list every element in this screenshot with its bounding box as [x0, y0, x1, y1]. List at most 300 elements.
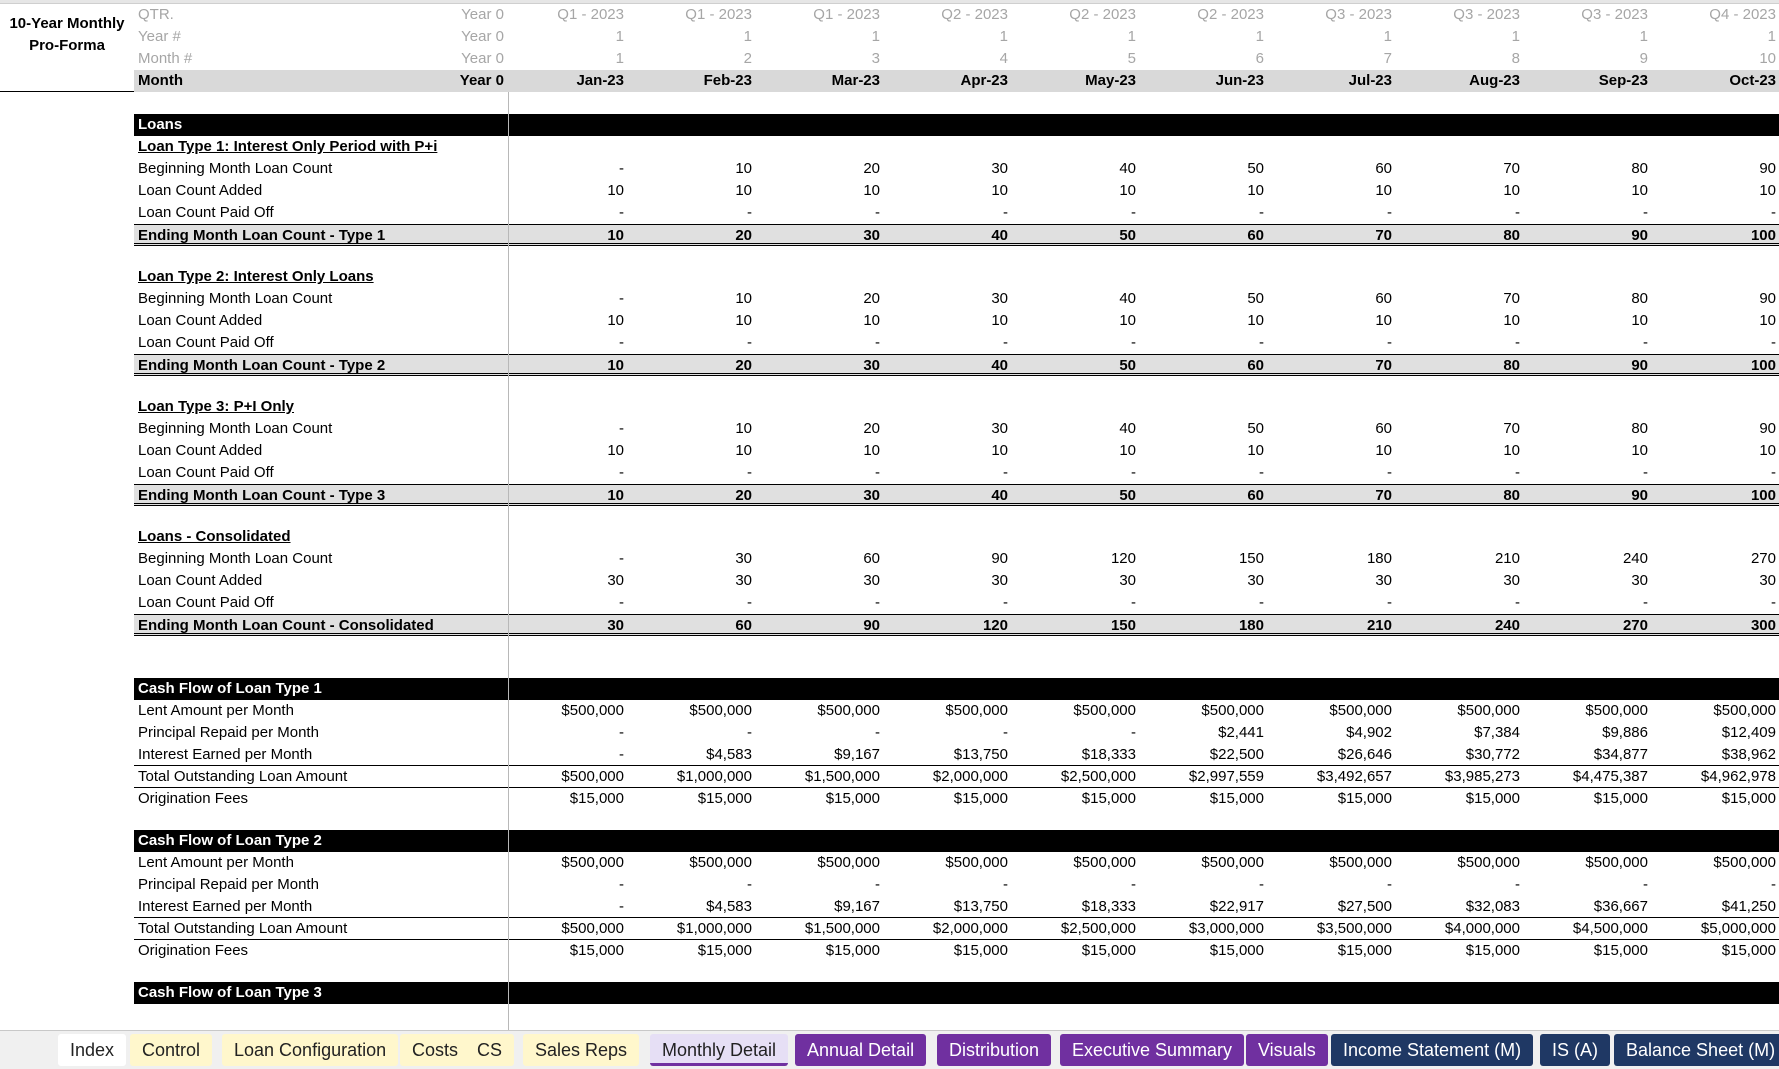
month-number-row-value[interactable]: 7: [1383, 50, 1392, 67]
value-cell[interactable]: $5,000,000: [1700, 920, 1776, 937]
row-label[interactable]: Loan Count Added: [138, 182, 263, 199]
value-cell[interactable]: -: [1771, 876, 1776, 893]
value-cell[interactable]: -: [619, 334, 624, 351]
value-cell[interactable]: $2,500,000: [1060, 920, 1136, 937]
value-cell[interactable]: 70: [1503, 420, 1520, 437]
row-label[interactable]: Ending Month Loan Count - Consolidated: [138, 617, 434, 634]
month-header-row-value[interactable]: Jan-23: [576, 72, 624, 89]
value-cell[interactable]: $500,000: [689, 702, 752, 719]
value-cell[interactable]: $15,000: [1465, 790, 1520, 807]
value-cell[interactable]: 10: [1503, 312, 1520, 329]
value-cell[interactable]: 100: [1750, 227, 1776, 244]
value-cell[interactable]: $15,000: [1593, 942, 1648, 959]
value-cell[interactable]: 30: [991, 420, 1008, 437]
value-cell[interactable]: -: [875, 464, 880, 481]
value-cell[interactable]: 70: [1375, 357, 1392, 374]
value-cell[interactable]: $38,962: [1721, 746, 1776, 763]
value-cell[interactable]: $500,000: [561, 768, 624, 785]
year0-cell[interactable]: Year 0: [461, 50, 504, 67]
value-cell[interactable]: $500,000: [945, 702, 1008, 719]
value-cell[interactable]: 10: [1375, 312, 1392, 329]
value-cell[interactable]: 50: [1247, 420, 1264, 437]
value-cell[interactable]: $500,000: [817, 854, 880, 871]
value-cell[interactable]: -: [619, 464, 624, 481]
value-cell[interactable]: -: [619, 420, 624, 437]
month-number-row-value[interactable]: 3: [871, 50, 880, 67]
value-cell[interactable]: $32,083: [1465, 898, 1520, 915]
value-cell[interactable]: 20: [735, 357, 752, 374]
value-cell[interactable]: -: [619, 290, 624, 307]
value-cell[interactable]: $2,000,000: [932, 768, 1008, 785]
value-cell[interactable]: $36,667: [1593, 898, 1648, 915]
value-cell[interactable]: 30: [1759, 572, 1776, 589]
value-cell[interactable]: -: [747, 334, 752, 351]
value-cell[interactable]: $15,000: [1465, 942, 1520, 959]
sheet-tab-annual-detail[interactable]: Annual Detail: [795, 1034, 926, 1066]
value-cell[interactable]: -: [619, 724, 624, 741]
year-number-row-value[interactable]: 1: [1767, 28, 1776, 45]
value-cell[interactable]: $500,000: [1457, 854, 1520, 871]
sheet-tab-visuals[interactable]: Visuals: [1246, 1034, 1328, 1066]
row-label[interactable]: Loan Count Added: [138, 572, 263, 589]
value-cell[interactable]: 10: [735, 160, 752, 177]
value-cell[interactable]: 90: [1631, 227, 1648, 244]
value-cell[interactable]: -: [1131, 876, 1136, 893]
value-cell[interactable]: 20: [863, 290, 880, 307]
value-cell[interactable]: $3,000,000: [1188, 920, 1264, 937]
quarter-row-value[interactable]: Q2 - 2023: [1069, 6, 1136, 23]
value-cell[interactable]: 10: [735, 442, 752, 459]
year-number-row-value[interactable]: 1: [1383, 28, 1392, 45]
value-cell[interactable]: 10: [1631, 442, 1648, 459]
sheet-tab-cs[interactable]: CS: [465, 1034, 514, 1066]
value-cell[interactable]: $15,000: [953, 790, 1008, 807]
value-cell[interactable]: 70: [1503, 290, 1520, 307]
value-cell[interactable]: 40: [1119, 290, 1136, 307]
value-cell[interactable]: $22,917: [1209, 898, 1264, 915]
value-cell[interactable]: -: [1003, 464, 1008, 481]
month-number-row-value[interactable]: 8: [1511, 50, 1520, 67]
value-cell[interactable]: $15,000: [697, 942, 752, 959]
row-label[interactable]: Interest Earned per Month: [138, 746, 313, 763]
value-cell[interactable]: -: [619, 550, 624, 567]
year-number-row-label[interactable]: Year #: [138, 28, 181, 45]
value-cell[interactable]: 10: [735, 420, 752, 437]
value-cell[interactable]: 30: [735, 572, 752, 589]
row-label[interactable]: Loan Count Paid Off: [138, 464, 274, 481]
value-cell[interactable]: -: [1643, 594, 1648, 611]
value-cell[interactable]: 10: [1119, 442, 1136, 459]
value-cell[interactable]: 60: [735, 617, 752, 634]
month-header-row-value[interactable]: Oct-23: [1729, 72, 1776, 89]
value-cell[interactable]: 270: [1622, 617, 1648, 634]
row-label[interactable]: Loan Count Paid Off: [138, 594, 274, 611]
value-cell[interactable]: $15,000: [1209, 942, 1264, 959]
value-cell[interactable]: -: [1259, 334, 1264, 351]
value-cell[interactable]: 90: [991, 550, 1008, 567]
value-cell[interactable]: $500,000: [1585, 702, 1648, 719]
value-cell[interactable]: $500,000: [561, 854, 624, 871]
value-cell[interactable]: 150: [1238, 550, 1264, 567]
value-cell[interactable]: $15,000: [825, 942, 880, 959]
value-cell[interactable]: $500,000: [689, 854, 752, 871]
value-cell[interactable]: -: [1771, 464, 1776, 481]
value-cell[interactable]: -: [747, 204, 752, 221]
value-cell[interactable]: $500,000: [561, 920, 624, 937]
value-cell[interactable]: -: [1259, 464, 1264, 481]
value-cell[interactable]: $3,500,000: [1316, 920, 1392, 937]
row-label[interactable]: Lent Amount per Month: [138, 854, 294, 871]
quarter-row-value[interactable]: Q1 - 2023: [685, 6, 752, 23]
month-header-row-value[interactable]: Jun-23: [1215, 72, 1264, 89]
value-cell[interactable]: -: [1387, 334, 1392, 351]
value-cell[interactable]: $4,583: [706, 898, 752, 915]
year-number-row-value[interactable]: 1: [1127, 28, 1136, 45]
value-cell[interactable]: 50: [1119, 487, 1136, 504]
value-cell[interactable]: 10: [1247, 182, 1264, 199]
sheet-tab-executive-summary[interactable]: Executive Summary: [1060, 1034, 1244, 1066]
value-cell[interactable]: $1,000,000: [676, 920, 752, 937]
value-cell[interactable]: 10: [1375, 182, 1392, 199]
value-cell[interactable]: $18,333: [1081, 746, 1136, 763]
value-cell[interactable]: $15,000: [1337, 790, 1392, 807]
value-cell[interactable]: -: [1643, 464, 1648, 481]
value-cell[interactable]: $4,583: [706, 746, 752, 763]
value-cell[interactable]: 50: [1119, 357, 1136, 374]
value-cell[interactable]: 180: [1366, 550, 1392, 567]
sheet-tab-monthly-detail[interactable]: Monthly Detail: [650, 1034, 788, 1066]
row-label[interactable]: Origination Fees: [138, 942, 249, 959]
value-cell[interactable]: $500,000: [1329, 854, 1392, 871]
value-cell[interactable]: $1,000,000: [676, 768, 752, 785]
value-cell[interactable]: 120: [982, 617, 1008, 634]
value-cell[interactable]: -: [875, 204, 880, 221]
value-cell[interactable]: 10: [607, 312, 624, 329]
value-cell[interactable]: 10: [863, 182, 880, 199]
value-cell[interactable]: 20: [735, 487, 752, 504]
value-cell[interactable]: 30: [1631, 572, 1648, 589]
value-cell[interactable]: 40: [1119, 420, 1136, 437]
value-cell[interactable]: $15,000: [569, 790, 624, 807]
value-cell[interactable]: 10: [1503, 182, 1520, 199]
row-label[interactable]: Origination Fees: [138, 790, 249, 807]
value-cell[interactable]: 10: [1631, 312, 1648, 329]
value-cell[interactable]: 10: [735, 290, 752, 307]
value-cell[interactable]: 60: [863, 550, 880, 567]
value-cell[interactable]: 30: [735, 550, 752, 567]
value-cell[interactable]: -: [875, 724, 880, 741]
value-cell[interactable]: -: [1387, 204, 1392, 221]
value-cell[interactable]: -: [1131, 724, 1136, 741]
value-cell[interactable]: 50: [1119, 227, 1136, 244]
row-label[interactable]: Principal Repaid per Month: [138, 876, 319, 893]
value-cell[interactable]: 60: [1247, 487, 1264, 504]
value-cell[interactable]: 100: [1750, 357, 1776, 374]
month-header-row-value[interactable]: Feb-23: [703, 72, 752, 89]
quarter-row-value[interactable]: Q3 - 2023: [1453, 6, 1520, 23]
value-cell[interactable]: 40: [991, 487, 1008, 504]
year-number-row-value[interactable]: 1: [615, 28, 624, 45]
value-cell[interactable]: $15,000: [825, 790, 880, 807]
quarter-row-value[interactable]: Q4 - 2023: [1709, 6, 1776, 23]
value-cell[interactable]: $500,000: [561, 702, 624, 719]
value-cell[interactable]: -: [1515, 204, 1520, 221]
value-cell[interactable]: -: [1003, 334, 1008, 351]
value-cell[interactable]: 10: [1247, 312, 1264, 329]
year-number-row-value[interactable]: 1: [1511, 28, 1520, 45]
value-cell[interactable]: 80: [1631, 290, 1648, 307]
value-cell[interactable]: 10: [991, 442, 1008, 459]
value-cell[interactable]: -: [875, 594, 880, 611]
value-cell[interactable]: $4,500,000: [1572, 920, 1648, 937]
value-cell[interactable]: -: [1515, 594, 1520, 611]
value-cell[interactable]: $500,000: [1329, 702, 1392, 719]
quarter-row-label[interactable]: QTR.: [138, 6, 174, 23]
month-number-row-label[interactable]: Month #: [138, 50, 193, 67]
value-cell[interactable]: -: [619, 204, 624, 221]
value-cell[interactable]: $9,886: [1602, 724, 1648, 741]
value-cell[interactable]: 30: [1247, 572, 1264, 589]
value-cell[interactable]: 70: [1503, 160, 1520, 177]
value-cell[interactable]: 210: [1494, 550, 1520, 567]
row-label[interactable]: Beginning Month Loan Count: [138, 160, 333, 177]
value-cell[interactable]: -: [1131, 334, 1136, 351]
value-cell[interactable]: $4,475,387: [1572, 768, 1648, 785]
value-cell[interactable]: 30: [1119, 572, 1136, 589]
value-cell[interactable]: 20: [863, 420, 880, 437]
value-cell[interactable]: $500,000: [1201, 702, 1264, 719]
value-cell[interactable]: $500,000: [1201, 854, 1264, 871]
sheet-tab-costs[interactable]: Costs: [400, 1034, 470, 1066]
year-number-row-value[interactable]: 1: [1639, 28, 1648, 45]
row-label[interactable]: Loan Count Added: [138, 312, 263, 329]
value-cell[interactable]: -: [619, 160, 624, 177]
month-header-row-value[interactable]: Aug-23: [1469, 72, 1520, 89]
month-header-row-value[interactable]: Mar-23: [831, 72, 880, 89]
value-cell[interactable]: $22,500: [1209, 746, 1264, 763]
subsection-title[interactable]: Loan Type 3: P+I Only: [138, 398, 295, 415]
row-label[interactable]: Loan Count Paid Off: [138, 204, 274, 221]
value-cell[interactable]: -: [619, 898, 624, 915]
year0-cell[interactable]: Year 0: [461, 28, 504, 45]
value-cell[interactable]: 30: [863, 487, 880, 504]
value-cell[interactable]: 80: [1631, 420, 1648, 437]
value-cell[interactable]: 210: [1366, 617, 1392, 634]
value-cell[interactable]: $15,000: [569, 942, 624, 959]
value-cell[interactable]: 80: [1631, 160, 1648, 177]
value-cell[interactable]: 30: [863, 227, 880, 244]
value-cell[interactable]: 30: [1375, 572, 1392, 589]
value-cell[interactable]: 60: [1375, 420, 1392, 437]
row-label[interactable]: Principal Repaid per Month: [138, 724, 319, 741]
value-cell[interactable]: 100: [1750, 487, 1776, 504]
value-cell[interactable]: $2,997,559: [1188, 768, 1264, 785]
value-cell[interactable]: $4,902: [1346, 724, 1392, 741]
value-cell[interactable]: 90: [863, 617, 880, 634]
value-cell[interactable]: 30: [991, 160, 1008, 177]
value-cell[interactable]: 30: [1503, 572, 1520, 589]
value-cell[interactable]: 10: [1375, 442, 1392, 459]
year-number-row-value[interactable]: 1: [871, 28, 880, 45]
value-cell[interactable]: 60: [1247, 357, 1264, 374]
value-cell[interactable]: -: [619, 746, 624, 763]
value-cell[interactable]: 240: [1622, 550, 1648, 567]
value-cell[interactable]: 90: [1759, 420, 1776, 437]
value-cell[interactable]: 10: [1119, 182, 1136, 199]
value-cell[interactable]: $2,500,000: [1060, 768, 1136, 785]
value-cell[interactable]: $34,877: [1593, 746, 1648, 763]
year-number-row-value[interactable]: 1: [1255, 28, 1264, 45]
value-cell[interactable]: 90: [1759, 290, 1776, 307]
row-label[interactable]: Beginning Month Loan Count: [138, 550, 333, 567]
value-cell[interactable]: $30,772: [1465, 746, 1520, 763]
value-cell[interactable]: 90: [1631, 487, 1648, 504]
value-cell[interactable]: $15,000: [1337, 942, 1392, 959]
value-cell[interactable]: -: [1643, 334, 1648, 351]
value-cell[interactable]: $15,000: [953, 942, 1008, 959]
sheet-tab-index[interactable]: Index: [58, 1034, 126, 1066]
value-cell[interactable]: $13,750: [953, 898, 1008, 915]
value-cell[interactable]: 10: [1247, 442, 1264, 459]
row-label[interactable]: Total Outstanding Loan Amount: [138, 920, 348, 937]
month-number-row-value[interactable]: 6: [1255, 50, 1264, 67]
value-cell[interactable]: -: [619, 594, 624, 611]
month-number-row-value[interactable]: 1: [615, 50, 624, 67]
value-cell[interactable]: $15,000: [1721, 942, 1776, 959]
value-cell[interactable]: -: [1003, 876, 1008, 893]
value-cell[interactable]: 90: [1631, 357, 1648, 374]
value-cell[interactable]: 60: [1375, 160, 1392, 177]
month-number-row-value[interactable]: 10: [1759, 50, 1776, 67]
value-cell[interactable]: 10: [991, 182, 1008, 199]
value-cell[interactable]: -: [1643, 204, 1648, 221]
value-cell[interactable]: 50: [1247, 290, 1264, 307]
value-cell[interactable]: $15,000: [697, 790, 752, 807]
value-cell[interactable]: $500,000: [1457, 702, 1520, 719]
quarter-row-value[interactable]: Q2 - 2023: [1197, 6, 1264, 23]
value-cell[interactable]: 10: [607, 357, 624, 374]
sheet-tab-sales-reps[interactable]: Sales Reps: [523, 1034, 639, 1066]
month-header-row-value[interactable]: Sep-23: [1598, 72, 1648, 89]
value-cell[interactable]: $2,000,000: [932, 920, 1008, 937]
value-cell[interactable]: $500,000: [1073, 854, 1136, 871]
value-cell[interactable]: -: [1515, 876, 1520, 893]
value-cell[interactable]: 20: [863, 160, 880, 177]
value-cell[interactable]: 240: [1494, 617, 1520, 634]
value-cell[interactable]: 10: [1119, 312, 1136, 329]
value-cell[interactable]: -: [1387, 876, 1392, 893]
row-label[interactable]: Ending Month Loan Count - Type 3: [138, 487, 386, 504]
value-cell[interactable]: 180: [1238, 617, 1264, 634]
value-cell[interactable]: $15,000: [1593, 790, 1648, 807]
value-cell[interactable]: 150: [1110, 617, 1136, 634]
value-cell[interactable]: 60: [1375, 290, 1392, 307]
value-cell[interactable]: $7,384: [1474, 724, 1520, 741]
value-cell[interactable]: $18,333: [1081, 898, 1136, 915]
value-cell[interactable]: -: [1003, 724, 1008, 741]
quarter-row-value[interactable]: Q1 - 2023: [557, 6, 624, 23]
value-cell[interactable]: 120: [1110, 550, 1136, 567]
sheet-tab-income-statement-m[interactable]: Income Statement (M): [1331, 1034, 1533, 1066]
month-header-row-value[interactable]: Apr-23: [960, 72, 1008, 89]
value-cell[interactable]: 80: [1503, 357, 1520, 374]
row-label[interactable]: Ending Month Loan Count - Type 2: [138, 357, 386, 374]
value-cell[interactable]: -: [747, 876, 752, 893]
value-cell[interactable]: -: [747, 594, 752, 611]
month-number-row-value[interactable]: 9: [1639, 50, 1648, 67]
value-cell[interactable]: -: [1131, 204, 1136, 221]
value-cell[interactable]: 50: [1247, 160, 1264, 177]
value-cell[interactable]: -: [1515, 334, 1520, 351]
section-title[interactable]: Loans: [138, 116, 183, 133]
value-cell[interactable]: -: [1259, 204, 1264, 221]
value-cell[interactable]: 30: [863, 357, 880, 374]
value-cell[interactable]: -: [1131, 464, 1136, 481]
value-cell[interactable]: $41,250: [1721, 898, 1776, 915]
value-cell[interactable]: 10: [1759, 442, 1776, 459]
value-cell[interactable]: -: [875, 334, 880, 351]
value-cell[interactable]: 10: [607, 227, 624, 244]
value-cell[interactable]: 80: [1503, 487, 1520, 504]
value-cell[interactable]: 90: [1759, 160, 1776, 177]
value-cell[interactable]: -: [1387, 594, 1392, 611]
value-cell[interactable]: $500,000: [1713, 854, 1776, 871]
value-cell[interactable]: 270: [1750, 550, 1776, 567]
value-cell[interactable]: 10: [735, 182, 752, 199]
sheet-tab-control[interactable]: Control: [130, 1034, 212, 1066]
value-cell[interactable]: 70: [1375, 227, 1392, 244]
value-cell[interactable]: $2,441: [1218, 724, 1264, 741]
value-cell[interactable]: 10: [1503, 442, 1520, 459]
value-cell[interactable]: 10: [735, 312, 752, 329]
value-cell[interactable]: 20: [735, 227, 752, 244]
value-cell[interactable]: -: [1003, 594, 1008, 611]
sheet-tab-distribution[interactable]: Distribution: [937, 1034, 1051, 1066]
value-cell[interactable]: -: [1259, 876, 1264, 893]
row-label[interactable]: Beginning Month Loan Count: [138, 290, 333, 307]
value-cell[interactable]: $1,500,000: [804, 768, 880, 785]
quarter-row-value[interactable]: Q1 - 2023: [813, 6, 880, 23]
value-cell[interactable]: $9,167: [834, 746, 880, 763]
sheet-tab-loan-configuration[interactable]: Loan Configuration: [222, 1034, 398, 1066]
value-cell[interactable]: 40: [991, 227, 1008, 244]
value-cell[interactable]: 60: [1247, 227, 1264, 244]
value-cell[interactable]: 10: [863, 312, 880, 329]
value-cell[interactable]: -: [1131, 594, 1136, 611]
value-cell[interactable]: 10: [607, 487, 624, 504]
value-cell[interactable]: 10: [1759, 182, 1776, 199]
value-cell[interactable]: $500,000: [945, 854, 1008, 871]
value-cell[interactable]: -: [875, 876, 880, 893]
value-cell[interactable]: $15,000: [1081, 790, 1136, 807]
value-cell[interactable]: $500,000: [1713, 702, 1776, 719]
value-cell[interactable]: $9,167: [834, 898, 880, 915]
value-cell[interactable]: -: [1003, 204, 1008, 221]
value-cell[interactable]: $27,500: [1337, 898, 1392, 915]
value-cell[interactable]: 10: [1759, 312, 1776, 329]
month-header-row-label[interactable]: Month: [138, 72, 183, 89]
row-label[interactable]: Total Outstanding Loan Amount: [138, 768, 348, 785]
sheet-tab-balance-sheet-m[interactable]: Balance Sheet (M): [1614, 1034, 1779, 1066]
value-cell[interactable]: 300: [1750, 617, 1776, 634]
value-cell[interactable]: $1,500,000: [804, 920, 880, 937]
value-cell[interactable]: -: [1259, 594, 1264, 611]
value-cell[interactable]: $15,000: [1209, 790, 1264, 807]
section-title[interactable]: Cash Flow of Loan Type 1: [138, 680, 322, 697]
value-cell[interactable]: $12,409: [1721, 724, 1776, 741]
month-header-row-value[interactable]: May-23: [1085, 72, 1136, 89]
subsection-title[interactable]: Loans - Consolidated: [138, 528, 291, 545]
